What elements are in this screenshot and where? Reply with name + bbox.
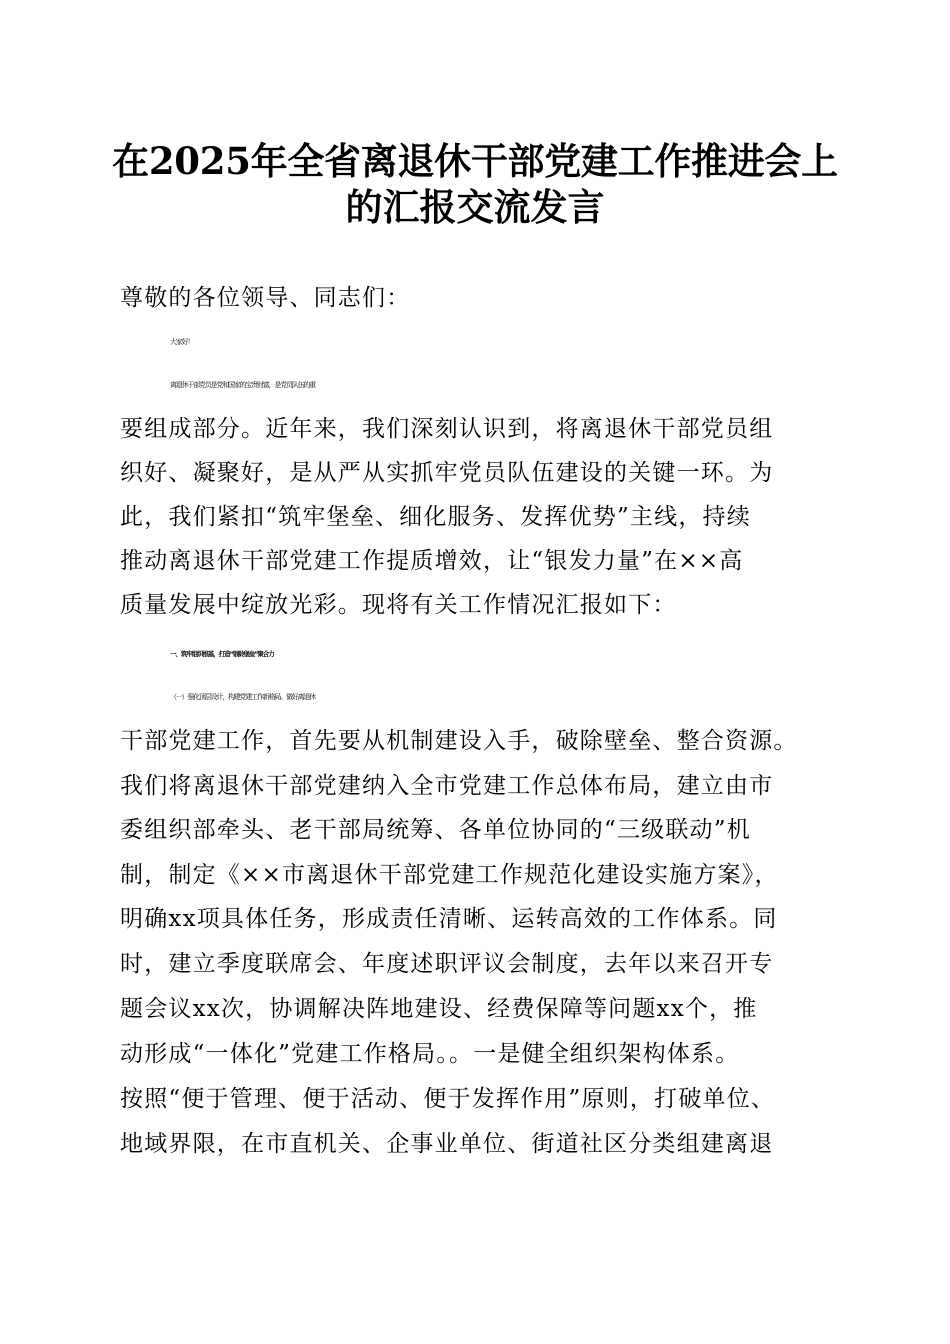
paragraph-line: 质量发展中绽放光彩。现将有关工作情况汇报如下： [120, 592, 677, 618]
paragraph-line: 离退休干部党员是党和国家的宝贵财富，是党员队伍的重 [170, 381, 315, 389]
paragraph-line: 推动离退休干部党建工作提质增效，让“银发力量”在××高 [120, 548, 744, 574]
paragraph-line: 委组织部牵头、老干部局统筹、各单位协同的“三级联动”机 [120, 817, 751, 843]
paragraph-line: 明确xx项具体任务，形成责任清晰、运转高效的工作体系。同 [120, 906, 778, 932]
paragraph-line: 要组成部分。近年来，我们深刻认识到，将离退休干部党员组 [120, 416, 774, 442]
paragraph-line: 题会议xx次，协调解决阵地建设、经费保障等问题xx个，推 [120, 996, 758, 1022]
paragraph-line: （一）强化顶层设计，构建党建工作新格局。做好离退休 [170, 693, 315, 701]
paragraph-line: 时，建立季度联席会、年度述职评议会制度，去年以来召开专 [120, 951, 774, 977]
paragraph-line: 干部党建工作，首先要从机制建设入手，破除壁垒、整合资源。 [120, 728, 798, 754]
paragraph-line: 制，制定《××市离退休干部党建工作规范化建设实施方案》， [120, 862, 779, 888]
paragraph-line: 织好、凝聚好，是从严从实抓牢党员队伍建设的关键一环。为 [120, 460, 774, 486]
paragraph-line: 此，我们紧扣“筑牢堡垒、细化服务、发挥优势”主线，持续 [120, 504, 751, 530]
document-title-line-1: 在2025年全省离退休干部党建工作推进会上 [112, 139, 838, 183]
paragraph-line: 按照“便于管理、便于活动、便于发挥作用”原则，打破单位、 [120, 1086, 776, 1112]
paragraph-line: 动形成“一体化”党建工作格局。。一是健全组织架构体系。 [120, 1041, 740, 1067]
salutation: 尊敬的各位领导、同志们： [120, 285, 411, 311]
section-heading: 一、筑牢组织根基，打造“银龄堡垒”聚合力 [170, 650, 274, 658]
document-title-line-2: 的汇报交流发言 [345, 185, 605, 229]
paragraph-line: 我们将离退休干部党建纳入全市党建工作总体布局，建立由市 [120, 773, 774, 799]
greeting: 大家好！ [170, 338, 194, 346]
paragraph-line: 地域界限，在市直机关、企事业单位、街道社区分类组建离退 [120, 1131, 774, 1157]
